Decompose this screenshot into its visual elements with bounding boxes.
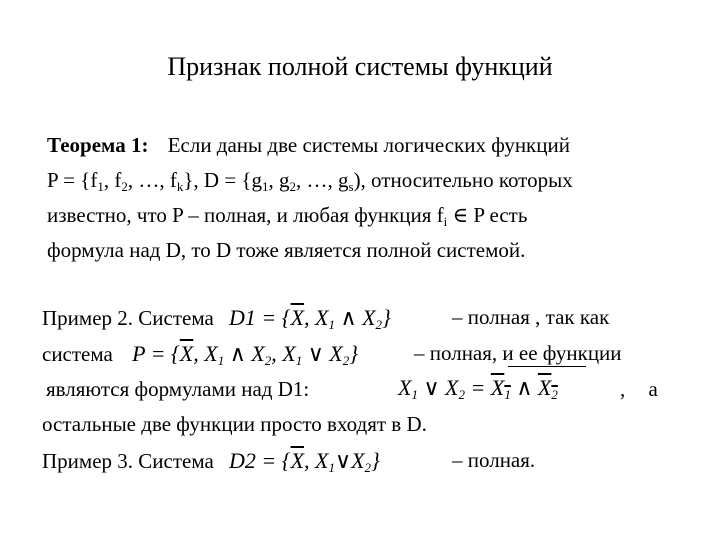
theorem-text: , …, g [296, 168, 349, 192]
subscript: 1 [217, 353, 225, 368]
formula-part: $\overline{X}$ [179, 341, 194, 366]
example3-line [42, 448, 380, 474]
theorem-text: известно, что P – полная, и любая функция f [47, 203, 444, 227]
subscript: 2 [375, 317, 383, 332]
system-label: система [42, 342, 113, 366]
theorem-line-1 [47, 133, 570, 158]
formula-d2 [229, 448, 380, 473]
formula-part: $\overline{X}$ [290, 305, 305, 330]
subscript: 2 [342, 353, 350, 368]
formula-part: , X [304, 305, 329, 330]
example2-label: Пример 2. Система [42, 306, 214, 330]
formula-part: } [382, 305, 391, 330]
formula-part: ∨ X [302, 341, 343, 366]
formula-part: , X [304, 448, 329, 473]
formula-part: X [490, 375, 505, 400]
formula-part: ∧ [510, 375, 538, 400]
formula-part: } [371, 448, 380, 473]
theorem-label: Теорема 1: [47, 133, 149, 157]
subscript: i [443, 214, 448, 229]
formula-part: D1 = { [229, 305, 291, 330]
formula-equation [398, 375, 558, 401]
formula-part: X [537, 375, 552, 400]
subscript: 1 [295, 353, 303, 368]
formula-p [132, 341, 358, 366]
subscript: 2 [289, 179, 296, 194]
subscript: s [348, 179, 354, 194]
formula-part: , X [193, 341, 218, 366]
subscript: 2 [264, 353, 272, 368]
subscript: 2 [551, 387, 558, 402]
theorem-text: ), относительно которых [353, 168, 573, 192]
subscript: k [176, 179, 184, 194]
subscript: 1 [328, 460, 335, 475]
formula-part: P = { [132, 341, 180, 366]
formula-part: X [398, 375, 412, 400]
subscript: 2 [458, 387, 465, 402]
formula-part: ∨ X [417, 375, 459, 400]
theorem-text-1: Если даны две системы логических функций [167, 133, 570, 157]
formula-part: = [465, 375, 491, 400]
underline-decoration [508, 366, 586, 367]
example2-tail-2: – полная, и ее функции [414, 341, 622, 365]
negated-term [538, 375, 558, 400]
example2-tail-1: – полная , так как [452, 305, 610, 329]
example2-line-1 [42, 305, 391, 331]
theorem-text: , f [103, 168, 122, 192]
example3-label: Пример 3. Система [42, 449, 214, 473]
theorem-text: }, D = {g [183, 168, 262, 192]
formula-part: ∧ X [224, 341, 265, 366]
formula-part: ∧ X [334, 305, 376, 330]
subscript: 1 [504, 387, 511, 402]
subscript: 1 [328, 317, 335, 332]
formula-d1 [229, 305, 391, 330]
negated-term [491, 375, 511, 400]
formula-part: } [349, 341, 359, 366]
theorem-text: P = {f [47, 168, 98, 192]
example2-eq-tail: , а [620, 377, 658, 401]
theorem-text: ∈ P есть [452, 203, 528, 227]
example3-tail: – полная. [452, 448, 536, 472]
formula-part: $\overline{X}$ [290, 448, 305, 473]
slide-title: Признак полной системы функций [167, 52, 553, 81]
theorem-line-3 [47, 203, 527, 228]
theorem-line-2 [47, 168, 573, 193]
theorem-text: , g [268, 168, 290, 192]
subscript: 2 [364, 460, 372, 475]
theorem-line-4: формула над D, то D тоже является полной системой. [47, 238, 526, 262]
formula-part: ∨X [334, 448, 365, 473]
example2-line-4: остальные две функции просто входят в D. [42, 412, 427, 436]
theorem-text: , …, f [127, 168, 177, 192]
formula-part: , X [271, 341, 296, 366]
formula-part: D2 = { [229, 448, 291, 473]
subscript: 1 [411, 387, 418, 402]
subscript: 1 [97, 179, 104, 194]
example2-line-2 [42, 341, 358, 367]
example2-line-3: являются формулами над D1: [46, 377, 310, 401]
subscript: 2 [121, 179, 128, 194]
subscript: 1 [262, 179, 269, 194]
